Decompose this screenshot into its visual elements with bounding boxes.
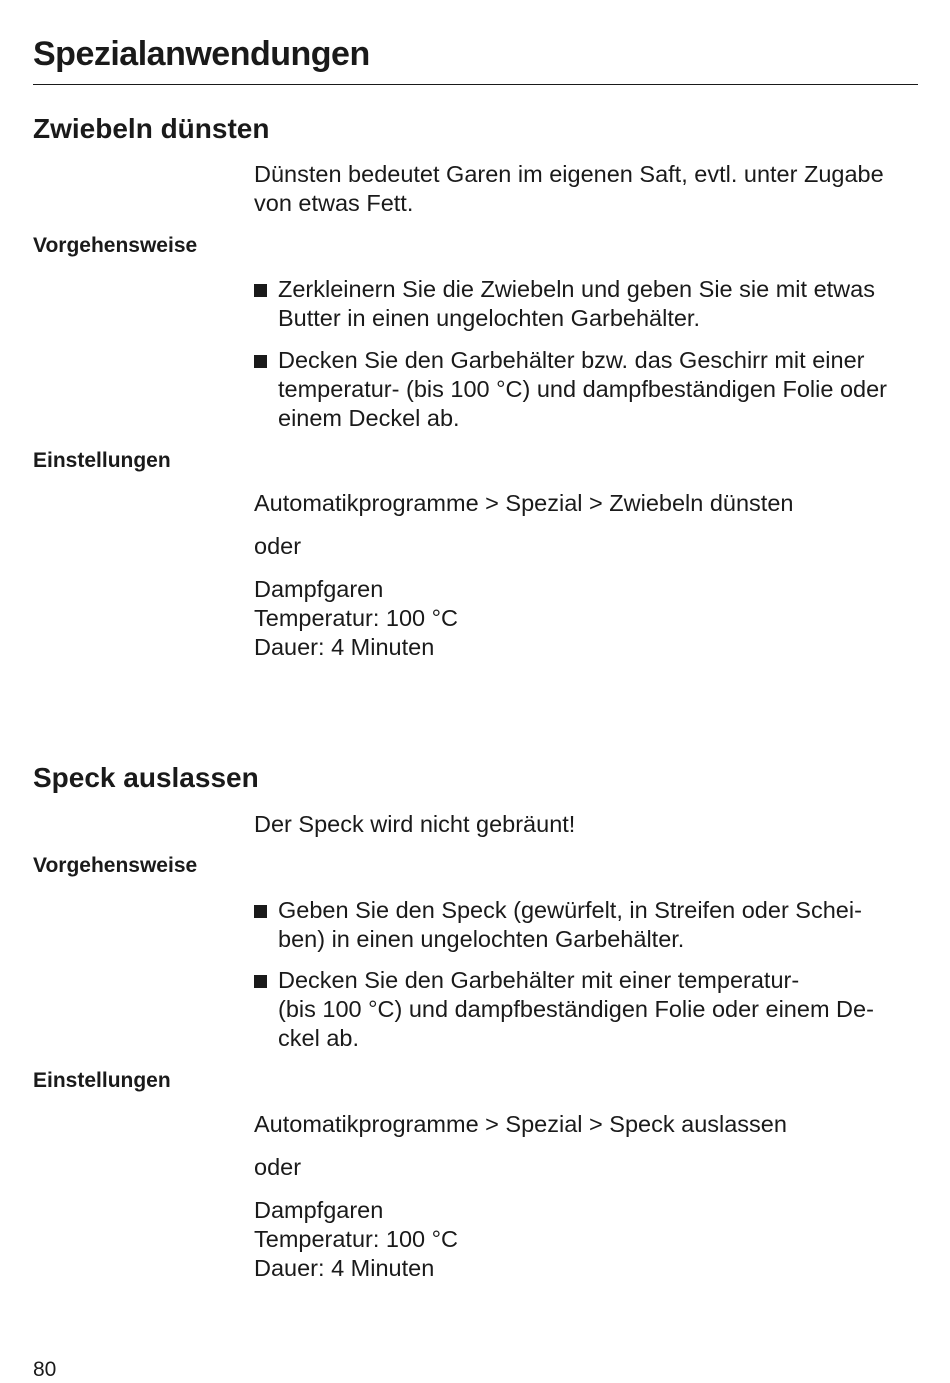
page-number: 80 [33, 1358, 57, 1381]
section-title-speck: Speck auslassen [33, 762, 259, 793]
settings-label: Einstellungen [33, 1069, 171, 1092]
or-text: oder [254, 533, 302, 559]
or-text: oder [254, 1154, 302, 1180]
procedure-label: Vorgehensweise [33, 234, 198, 257]
square-bullet-icon [254, 355, 267, 368]
page-header [33, 30, 918, 78]
manual-settings: Dampfgaren Temperatur: 100 °C Dauer: 4 Minuten [254, 1197, 459, 1281]
square-bullet-icon [254, 975, 267, 988]
step-text: Decken Sie den Garbehälter mit einer temperatur- (bis 100 °C) und dampfbeständigen Folie oder einem De- ckel ab. [278, 967, 874, 1051]
settings-path: Automatikprogramme > Spezial > Zwiebeln dünsten [254, 490, 794, 516]
square-bullet-icon [254, 284, 267, 297]
manual-settings: Dampfgaren Temperatur: 100 °C Dauer: 4 Minuten [254, 576, 459, 660]
step-text: Decken Sie den Garbehälter bzw. das Geschirr mit einer temperatur- (bis 100 °C) und dampfbeständigen Folie oder einem Deckel ab. [278, 347, 887, 431]
settings-path: Automatikprogramme > Spezial > Speck auslassen [254, 1111, 787, 1137]
section-title-zwiebeln: Zwiebeln dünsten [33, 113, 270, 144]
page-title: Spezialanwendungen [33, 35, 370, 73]
section-intro: Der Speck wird nicht gebräunt! [254, 811, 576, 837]
step-text: Zerkleinern Sie die Zwiebeln und geben Sie sie mit etwas Butter in einen ungelochten Garbehälter. [278, 276, 875, 331]
step-text: Geben Sie den Speck (gewürfelt, in Streifen oder Schei- ben) in einen ungelochten Garbehälter. [278, 897, 862, 952]
settings-label: Einstellungen [33, 449, 171, 472]
procedure-label: Vorgehensweise [33, 854, 198, 877]
section-intro: Dünsten bedeutet Garen im eigenen Saft, evtl. unter Zugabe von etwas Fett. [254, 161, 884, 216]
square-bullet-icon [254, 905, 267, 918]
header-rule [33, 84, 918, 85]
